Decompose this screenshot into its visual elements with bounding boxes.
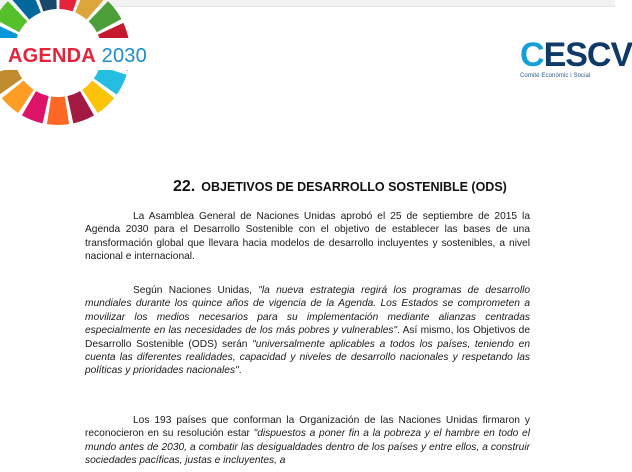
section-title: OBJETIVOS DE DESARROLLO SOSTENIBLE (ODS) — [201, 180, 507, 194]
paragraph-text: . — [238, 365, 242, 377]
cescv-logo — [520, 36, 632, 86]
section-number: 22. — [173, 178, 196, 195]
section-heading — [173, 178, 507, 196]
quote-text: "la nueva estrategia regirá los programas de desarrollo mundiales durante los quince años de vigencia de la Agenda. Los Estados se comprometen a movilizar los medios necesarios para su implementación mediante alianzas centradas especialmente en las necesidades de los más pobres y vulnerables" — [85, 285, 531, 337]
paragraph-text: Según Naciones Unidas, — [133, 285, 259, 296]
agenda-2030-logo — [0, 8, 150, 108]
paragraph-text: Los 193 países que conforman la Organización de las Naciones Unidas firmaron y reconocieron en su resolución estar — [85, 415, 530, 440]
agenda-2030-wordmark — [8, 45, 147, 68]
quote-text: "universalmente aplicables a todos los países, teniendo en cuenta las diferentes realidades, capacidad y niveles de desarrollo nacionales y respetando las políticas y prioridades nacionales" — [85, 338, 530, 377]
paragraph-1 — [85, 210, 530, 264]
paragraph-2 — [85, 284, 530, 378]
agenda-year: 2030 — [101, 45, 147, 67]
paragraph-3 — [85, 414, 530, 468]
quote-text: "dispuestos a poner fin a la pobreza y el hambre en todo el mundo antes de 2030, a combatir las desigualdades dentro de los países y entre ellos, a construir sociedades pacíficas, justas e incluyentes, a — [85, 428, 530, 467]
sdg-ring-segment — [47, 96, 69, 125]
cescv-subtitle: Comité Econòmic i Social — [520, 73, 591, 79]
paragraph-text: La Asamblea General de Naciones Unidas aprobó el 25 de septiembre de 2015 la Agenda 2030 para el Desarrollo Sostenible con el objetivo de establecer las bases de una transformación global que llevara hacia modelos de desarrollo incluyentes y sostenibles, a nivel nacional e internacional. — [85, 211, 530, 263]
paragraph-text: . Así mismo, los Objetivos de Desarrollo Sostenible (ODS) serán — [85, 325, 530, 350]
agenda-word: AGENDA — [8, 45, 96, 67]
cescv-wordmark: CESCV — [520, 36, 632, 74]
